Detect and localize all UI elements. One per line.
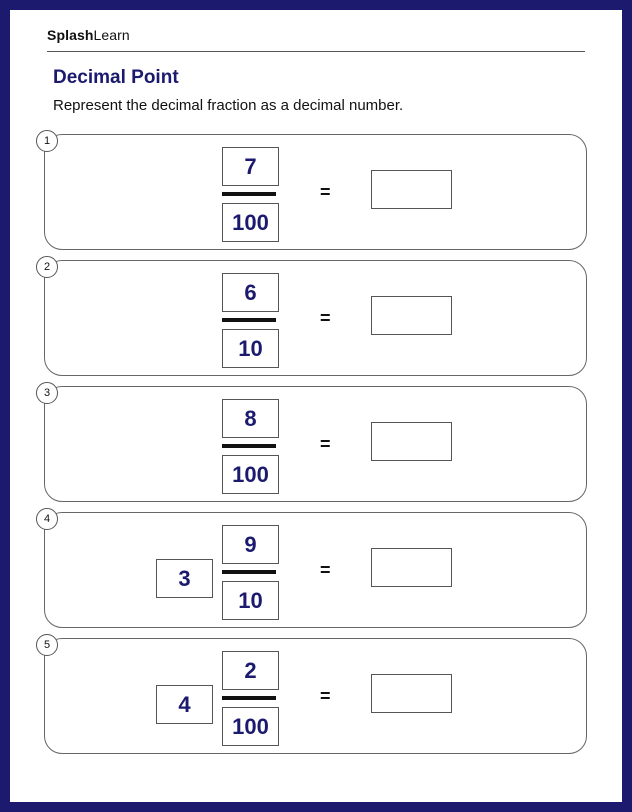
logo-light: Learn — [93, 27, 130, 43]
problem-card — [44, 386, 587, 502]
problem-card — [44, 638, 587, 754]
fraction-bar — [222, 318, 276, 322]
problem-card — [44, 512, 587, 628]
answer-box[interactable] — [371, 422, 452, 461]
whole-number-box: 4 — [156, 685, 213, 724]
splashlearn-logo — [47, 27, 130, 43]
denominator-box: 10 — [222, 581, 279, 620]
answer-box[interactable] — [371, 170, 452, 209]
numerator-box: 8 — [222, 399, 279, 438]
header-divider — [47, 51, 585, 52]
equals-sign: = — [320, 308, 331, 328]
denominator-box: 100 — [222, 455, 279, 494]
fraction-bar — [222, 696, 276, 700]
equals-sign: = — [320, 182, 331, 202]
worksheet-title: Decimal Point — [53, 67, 179, 88]
problem-card — [44, 260, 587, 376]
equals-sign: = — [320, 560, 331, 580]
equals-sign: = — [320, 686, 331, 706]
logo-bold: Splash — [47, 27, 94, 43]
problem-card — [44, 134, 587, 250]
denominator-box: 100 — [222, 203, 279, 242]
answer-box[interactable] — [371, 548, 452, 587]
numerator-box: 6 — [222, 273, 279, 312]
problem-number: 4 — [36, 508, 58, 530]
fraction-bar — [222, 192, 276, 196]
answer-box[interactable] — [371, 296, 452, 335]
answer-box[interactable] — [371, 674, 452, 713]
equals-sign: = — [320, 434, 331, 454]
denominator-box: 10 — [222, 329, 279, 368]
fraction-bar — [222, 570, 276, 574]
problem-number: 5 — [36, 634, 58, 656]
instruction: Represent the decimal fraction as a decimal number. — [53, 97, 404, 114]
worksheet — [10, 10, 622, 802]
problem-number: 3 — [36, 382, 58, 404]
problem-number: 2 — [36, 256, 58, 278]
problem-number: 1 — [36, 130, 58, 152]
numerator-box: 9 — [222, 525, 279, 564]
numerator-box: 7 — [222, 147, 279, 186]
numerator-box: 2 — [222, 651, 279, 690]
whole-number-box: 3 — [156, 559, 213, 598]
fraction-bar — [222, 444, 276, 448]
denominator-box: 100 — [222, 707, 279, 746]
